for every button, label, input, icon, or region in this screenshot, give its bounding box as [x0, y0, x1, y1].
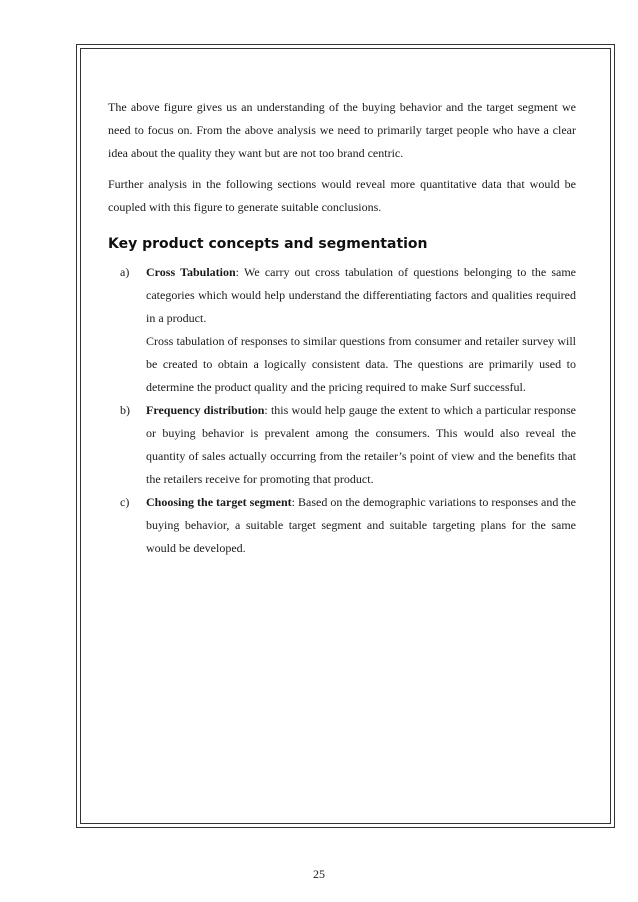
item-term: Cross Tabulation [146, 265, 236, 279]
item-text: : We carry out cross tabulation of questions belonging to the same categories which would help understand the differentiating factors and qualities required in a product. [146, 265, 576, 325]
item-text: : Based on the demographic variations to responses and the buying behavior, a suitable target segment and suitable targeting plans for the same would be developed. [146, 495, 576, 555]
intro-paragraph-1: The above figure gives us an understanding of the buying behavior and the target segment we need to focus on. From the above analysis we need to primarily target people who have a clear idea about the quality they want but are not too brand centric. [108, 100, 576, 160]
list-item [108, 491, 576, 560]
item-extra-text: Cross tabulation of responses to similar questions from consumer and retailer survey will be created to obtain a logically consistent data. The questions are primarily used to determine the product quality and the pricing required to make Surf successful. [146, 334, 576, 394]
page-number: 25 [313, 867, 325, 881]
intro-paragraph-2: Further analysis in the following sections would reveal more quantitative data that would be coupled with this figure to generate suitable conclusions. [108, 177, 576, 214]
list-marker: b) [120, 403, 130, 417]
list-marker: c) [120, 495, 130, 509]
item-term: Frequency distribution [146, 403, 265, 417]
list-item [108, 399, 576, 491]
list-marker: a) [120, 265, 130, 279]
section-heading: Key product concepts and segmentation [108, 236, 428, 252]
list-item [108, 261, 576, 399]
page-content [108, 96, 576, 560]
concept-list [108, 261, 576, 560]
item-term: Choosing the target segment [146, 495, 292, 509]
item-text: : this would help gauge the extent to which a particular response or buying behavior is prevalent among the consumers. This would also reveal the quantity of sales actually occurring from the retailer’s point of view and the benefits that the retailers receive for promoting that product. [146, 403, 576, 486]
